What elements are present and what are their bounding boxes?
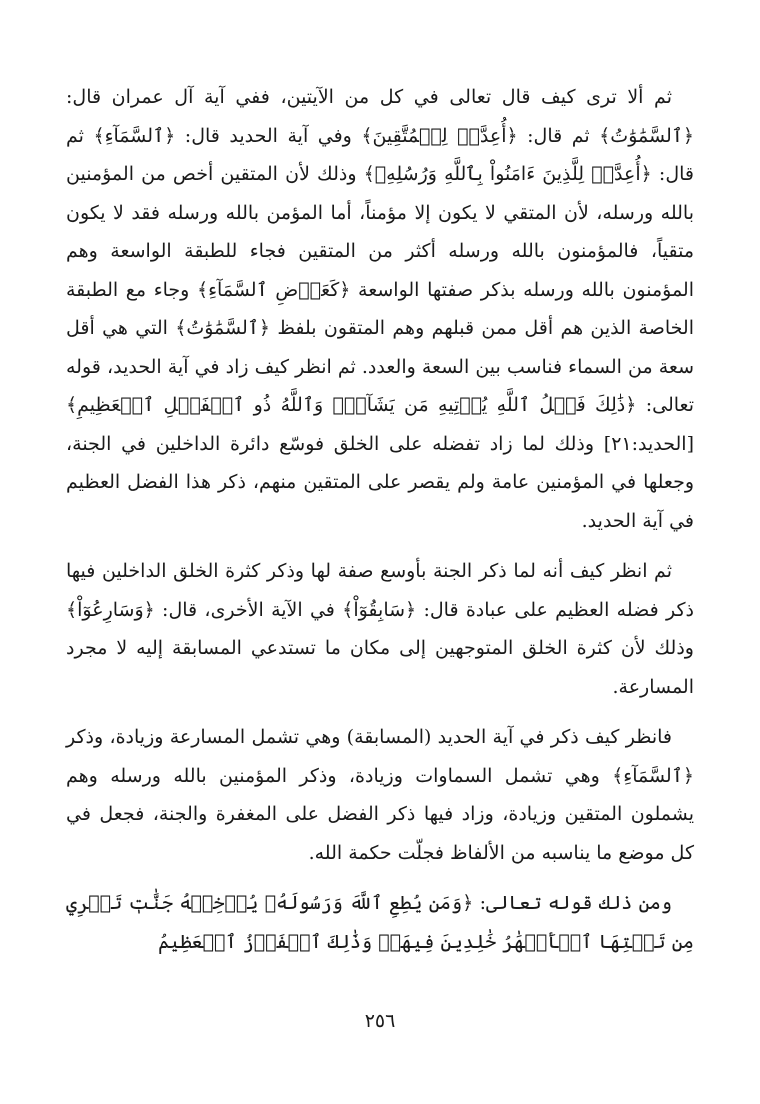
paragraph-1: ثم ألا ترى كيف قال تعالى في كل من الآيتين، ففي آية آل عمران قال: ﴿ٱلسَّمَٰوَٰتُ﴾ ثم قال: ﴿أُعِدَّتۡ لِلۡمُتَّقِينَ﴾ وفي آية الحديد قال: ﴿ٱلسَّمَآءِ﴾ ثم قال: ﴿أُعِدَّتۡ لِلَّذِينَ ءَامَنُواْ بِٱللَّهِ وَرُسُلِهِۦ﴾ وذلك لأن المتقين أخص من المؤمنين بالله ورسله، لأن المتقي لا يكون إلا مؤمناً، أما المؤمن بالله ورسله فقد لا يكون متقياً، فالمؤمنون بالله ورسله أكثر من المتقين فجاء للطبقة الواسعة وهم المؤمنون بالله ورسله بذكر صفتها الواسعة ﴿كَعَرۡضِ ٱلسَّمَآءِ﴾ وجاء مع الطبقة الخاصة الذين هم أقل ممن قبلهم وهم المتقون بلفظ ﴿ٱلسَّمَٰوَٰتُ﴾ التي هي أقل سعة من السماء فناسب بين السعة والعدد. ثم انظر كيف زاد في آية الحديد، قوله تعالى: ﴿ذَٰلِكَ فَضۡلُ ٱللَّهِ يُؤۡتِيهِ مَن يَشَآءُۚ وَٱللَّهُ ذُو ٱلۡفَضۡلِ ٱلۡعَظِيمِ﴾ [الحديد:٢١] وذلك لما زاد تفضله على الخلق فوسّع دائرة الداخلين في الجنة، وجعلها في المؤمنين عامة ولم يقصر على المتقين منهم، ذكر هذا الفضل العظيم في آية الحديد. [66,86,694,532]
page-number: ٢٥٦ [364,1010,396,1032]
page-body [66,78,694,973]
paragraph-3: فانظر كيف ذكر في آية الحديد (المسابقة) وهي تشمل المسارعة وزيادة، وذكر ﴿ٱلسَّمَآءِ﴾ وهي تشمل السماوات وزيادة، وذكر المؤمنين بالله ورسله وهم يشملون المتقين وزيادة، وزاد فيها ذكر الفضل على المغفرة والجنة، فجعل في كل موضع ما يناسبه من الألفاظ فجلّت حكمة الله. [66,726,694,864]
paragraph-2: ثم انظر كيف أنه لما ذكر الجنة بأوسع صفة لها وذكر كثرة الخلق الداخلين فيها ذكر فضله العظيم على عبادة قال: ﴿سَابِقُوٓاْ﴾ في الآية الأخرى، قال: ﴿وَسَارِعُوٓاْ﴾ وذلك لأن كثرة الخلق المتوجهين إلى مكان ما تستدعي المسابقة إليه لا مجرد المسارعة. [66,560,694,698]
paragraph-4: ومن ذلك قوله تعالى: ﴿وَمَن يُطِعِ ٱللَّهَ وَرَسُولَهُۥ يُدۡخِلۡهُ جَنَّٰتٖ تَجۡرِي مِن تَحۡتِهَا ٱلۡأَنۡهَٰرُ خَٰلِدِينَ فِيهَاۚ وَذَٰلِكَ ٱلۡفَوۡزُ ٱلۡعَظِيمُ [66,892,694,953]
